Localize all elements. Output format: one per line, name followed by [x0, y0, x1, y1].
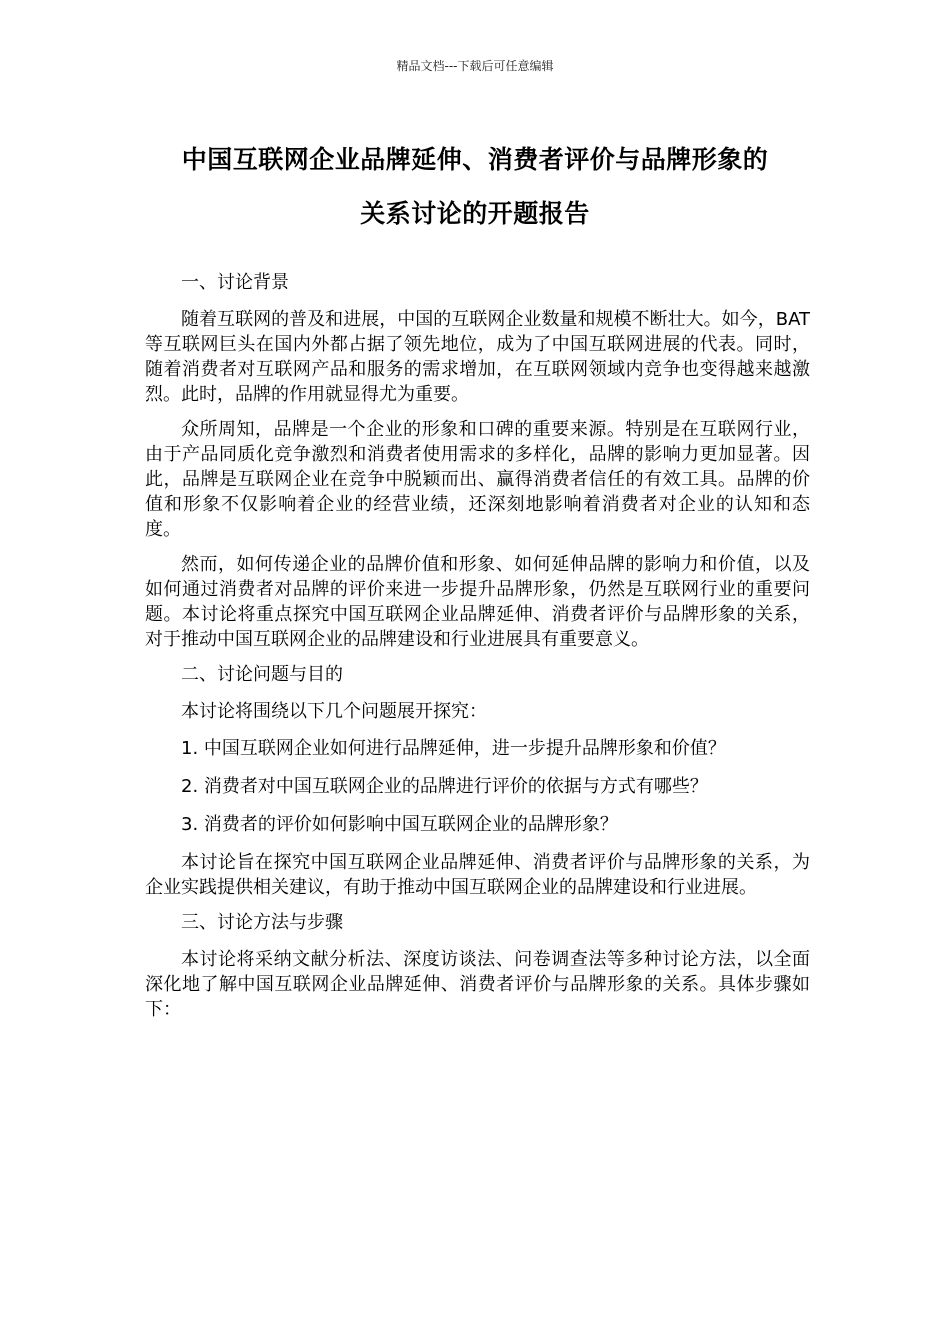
problem-list-item: 3. 消费者的评价如何影响中国互联网企业的品牌形象？ [181, 814, 618, 835]
problems-intro: 本讨论将围绕以下几个问题展开探究： [181, 701, 487, 722]
section-heading-problems: 二、讨论问题与目的 [181, 664, 343, 685]
problem-list-item: 2. 消费者对中国互联网企业的品牌进行评价的依据与方式有哪些？ [181, 776, 708, 797]
section-heading-background: 一、讨论背景 [181, 272, 289, 293]
background-paragraph: 随着互联网的普及和进展，中国的互联网企业数量和规模不断壮大。如今，BAT 等互联网巨头在国内外都占据了领先地位，成为了中国互联网进展的代表。同时，随着消费者对互联网产品和服务的需求增加，在互联网领域内竞争也变得越来越激烈。此时，品牌的作用就显得尤为重要。 [145, 309, 810, 405]
document-body [145, 270, 810, 1032]
background-paragraph: 众所周知，品牌是一个企业的形象和口碑的重要来源。特别是在互联网行业，由于产品同质化竞争激烈和消费者使用需求的多样化，品牌的影响力更加显著。因此，品牌是互联网企业在竞争中脱颖而出、赢得消费者信任的有效工具。品牌的价值和形象不仅影响着企业的经营业绩，还深刻地影响着消费者对企业的认知和态度。 [145, 419, 810, 540]
document-title-line-2: 关系讨论的开题报告 [360, 199, 590, 228]
methods-paragraph: 本讨论将采纳文献分析法、深度访谈法、问卷调查法等多种讨论方法，以全面深化地了解中国互联网企业品牌延伸、消费者评价与品牌形象的关系。具体步骤如下： [145, 949, 810, 1020]
section-heading-methods: 三、讨论方法与步骤 [181, 912, 343, 933]
problems-purpose-paragraph: 本讨论旨在探究中国互联网企业品牌延伸、消费者评价与品牌形象的关系，为企业实践提供相关建议，有助于推动中国互联网企业的品牌建设和行业进展。 [145, 852, 810, 898]
problem-list-item: 1. 中国互联网企业如何进行品牌延伸，进一步提升品牌形象和价值？ [181, 738, 726, 759]
background-paragraph: 然而，如何传递企业的品牌价值和形象、如何延伸品牌的影响力和价值，以及如何通过消费者对品牌的评价来进一步提升品牌形象，仍然是互联网行业的重要问题。本讨论将重点探究中国互联网企业品牌延伸、消费者评价与品牌形象的关系，对于推动中国互联网企业的品牌建设和行业进展具有重要意义。 [145, 554, 810, 650]
page-header-note: 精品文档---下载后可任意编辑 [396, 59, 554, 73]
document-title-line-1: 中国互联网企业品牌延伸、消费者评价与品牌形象的 [181, 145, 769, 174]
